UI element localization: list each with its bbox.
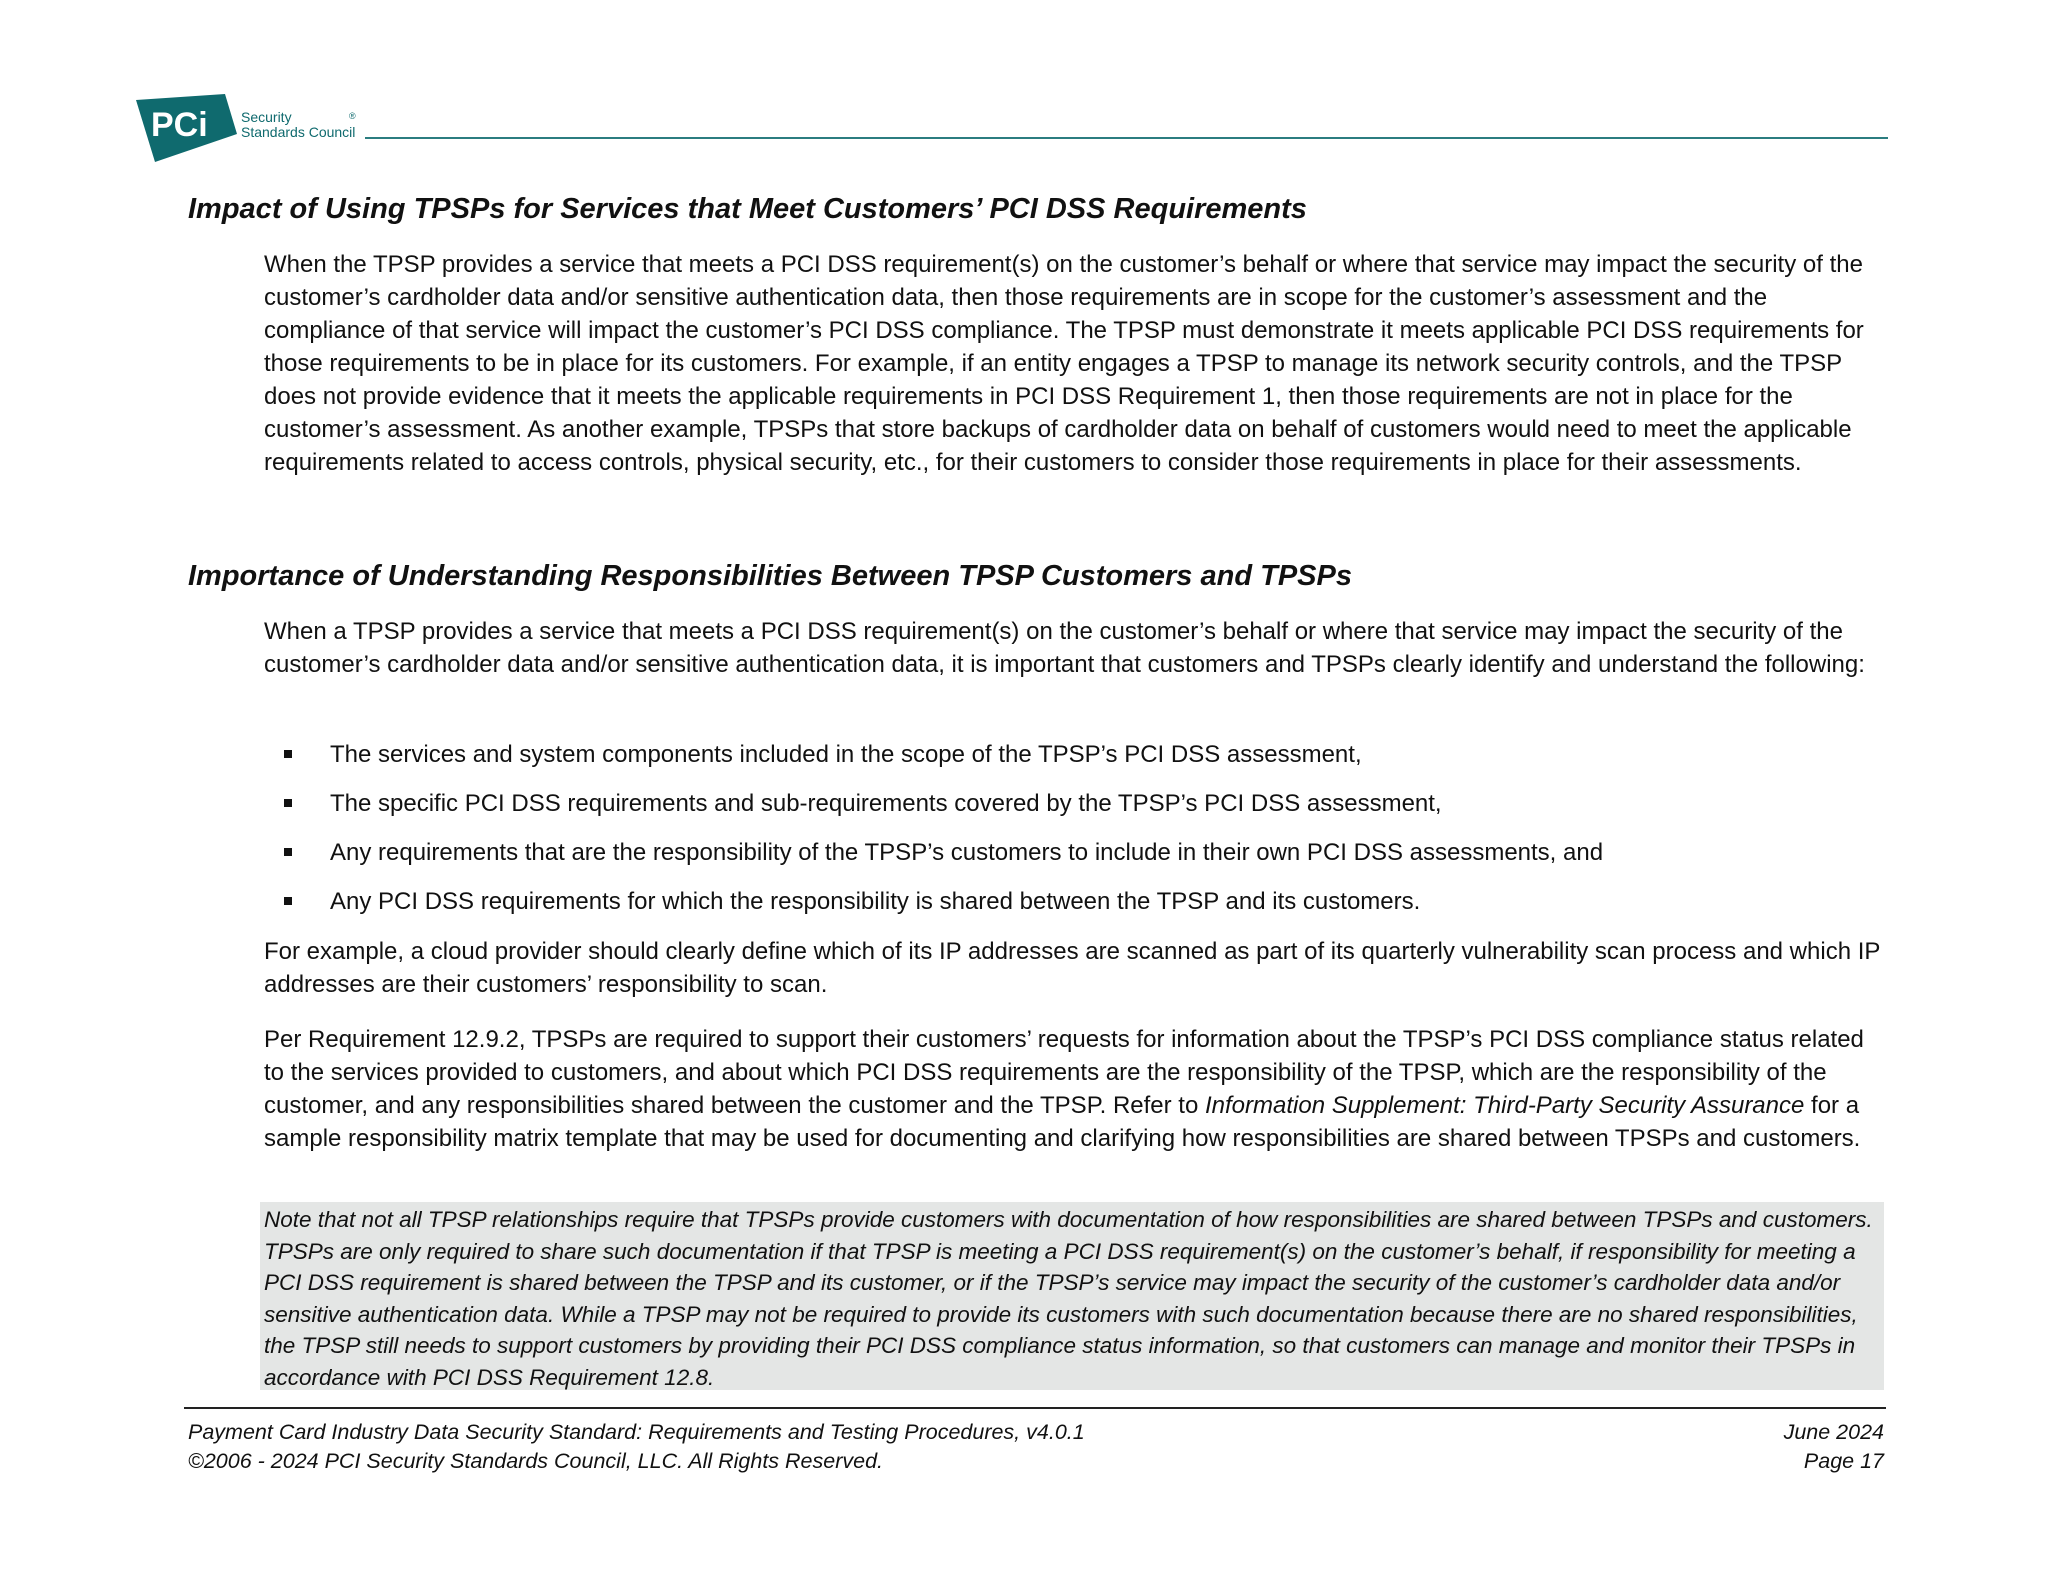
- pci-logo: [133, 92, 241, 164]
- bullet-square-icon: [284, 897, 292, 905]
- section-title-importance: Importance of Understanding Responsibilities Between TPSP Customers and TPSPs: [188, 560, 1352, 592]
- footer-date: June 2024: [1783, 1420, 1884, 1444]
- registered-mark: ®: [349, 111, 356, 121]
- svg-text:PCi: PCi: [151, 106, 208, 144]
- example-paragraph: For example, a cloud provider should clearly define which of its IP addresses are scanned as part of its quarterly vulnerability scan process and which IP addresses are their customers’ responsibility to scan.: [264, 938, 1880, 998]
- responsibility-list: [264, 738, 1884, 934]
- list-item: [264, 787, 1884, 836]
- page-header: [133, 92, 1888, 164]
- note-text: Note that not all TPSP relationships require that TPSPs provide customers with documentation of how responsibilities are shared between TPSPs and customers. TPSPs are only required to share such documentation if that TPSP is meeting a PCI DSS requirement(s) on the customer’s behalf, if responsibility for meeting a PCI DSS requirement is shared between the TPSP and its customer, or if the TPSP’s service may impact the security of the customer’s cardholder data and/or sensitive authentication data. While a TPSP may not be required to provide its customers with such documentation because there are no shared responsibilities, the TPSP still needs to support customers by providing their PCI DSS compliance status information, so that customers can manage and monitor their TPSPs in accordance with PCI DSS Requirement 12.8.: [264, 1207, 1873, 1390]
- footer-document-title: Payment Card Industry Data Security Standard: Requirements and Testing Procedures, v4.0.1: [188, 1420, 1085, 1444]
- requirement-paragraph: [264, 1023, 1884, 1155]
- impact-paragraph: When the TPSP provides a service that meets a PCI DSS requirement(s) on the customer’s behalf or where that service may impact the security of the customer’s cardholder data and/or sensitive authentication data, then those requirements are in scope for the customer’s assessment and the compliance of that service will impact the customer’s PCI DSS compliance. The TPSP must demonstrate it meets applicable PCI DSS requirements for those requirements to be in place for its customers. For example, if an entity engages a TPSP to manage its network security controls, and the TPSP does not provide evidence that it meets the applicable requirements in PCI DSS Requirement 1, then those requirements are not in place for the customer’s assessment. As another example, TPSPs that store backups of cardholder data on behalf of customers would need to meet the applicable requirements related to access controls, physical security, etc., for their customers to consider those requirements in place for their assessments.: [264, 251, 1864, 476]
- list-item: [264, 738, 1884, 787]
- note-box: [260, 1202, 1884, 1390]
- footer-page-number: Page 17: [1803, 1449, 1884, 1473]
- requirement-text-start: Per Requirement 12.9.2, TPSPs are required to support their customers’ requests for information about the TPSP’s PCI DSS compliance status related to the services provided to customers, and about which PCI DSS requirements are the responsibility of the TPSP, which are the responsibility of the customer, and any responsibilities shared between the customer and the TPSP. Refer to: [264, 1026, 1864, 1119]
- list-item-text: The specific PCI DSS requirements and sub-requirements covered by the TPSP’s PCI DSS assessment,: [330, 790, 1442, 817]
- list-item-text: The services and system components included in the scope of the TPSP’s PCI DSS assessment,: [330, 741, 1362, 768]
- information-supplement-reference: Information Supplement: Third-Party Security Assurance: [1204, 1092, 1805, 1119]
- list-item: [264, 885, 1884, 934]
- bullet-square-icon: [284, 799, 292, 807]
- footer-right: [1784, 1418, 1884, 1476]
- requirement-text-end: for a sample responsibility matrix template that may be used for documenting and clarifying how responsibilities are shared between TPSPs and customers.: [264, 1092, 1861, 1152]
- logo-subtitle-line2: Standards Council: [241, 124, 356, 140]
- list-item-text: Any PCI DSS requirements for which the responsibility is shared between the TPSP and its customers.: [330, 888, 1421, 915]
- footer-divider: [184, 1407, 1886, 1409]
- logo-subtitle: [241, 110, 355, 140]
- importance-intro: When a TPSP provides a service that meets a PCI DSS requirement(s) on the customer’s behalf or where that service may impact the security of the customer’s cardholder data and/or sensitive authentication data, it is important that customers and TPSPs clearly identify and understand the following:: [264, 618, 1865, 678]
- logo-subtitle-line1: Security: [241, 109, 292, 125]
- footer-left: [188, 1418, 1085, 1476]
- bullet-square-icon: [284, 750, 292, 758]
- list-item-text: Any requirements that are the responsibility of the TPSP’s customers to include in their own PCI DSS assessments, and: [330, 839, 1604, 866]
- header-divider: [365, 137, 1888, 139]
- footer-copyright: ©2006 - 2024 PCI Security Standards Council, LLC. All Rights Reserved.: [188, 1449, 884, 1473]
- pci-logo-icon: [133, 92, 241, 164]
- bullet-square-icon: [284, 848, 292, 856]
- list-item: [264, 836, 1884, 885]
- section-title-impact: Impact of Using TPSPs for Services that Meet Customers’ PCI DSS Requirements: [188, 193, 1307, 225]
